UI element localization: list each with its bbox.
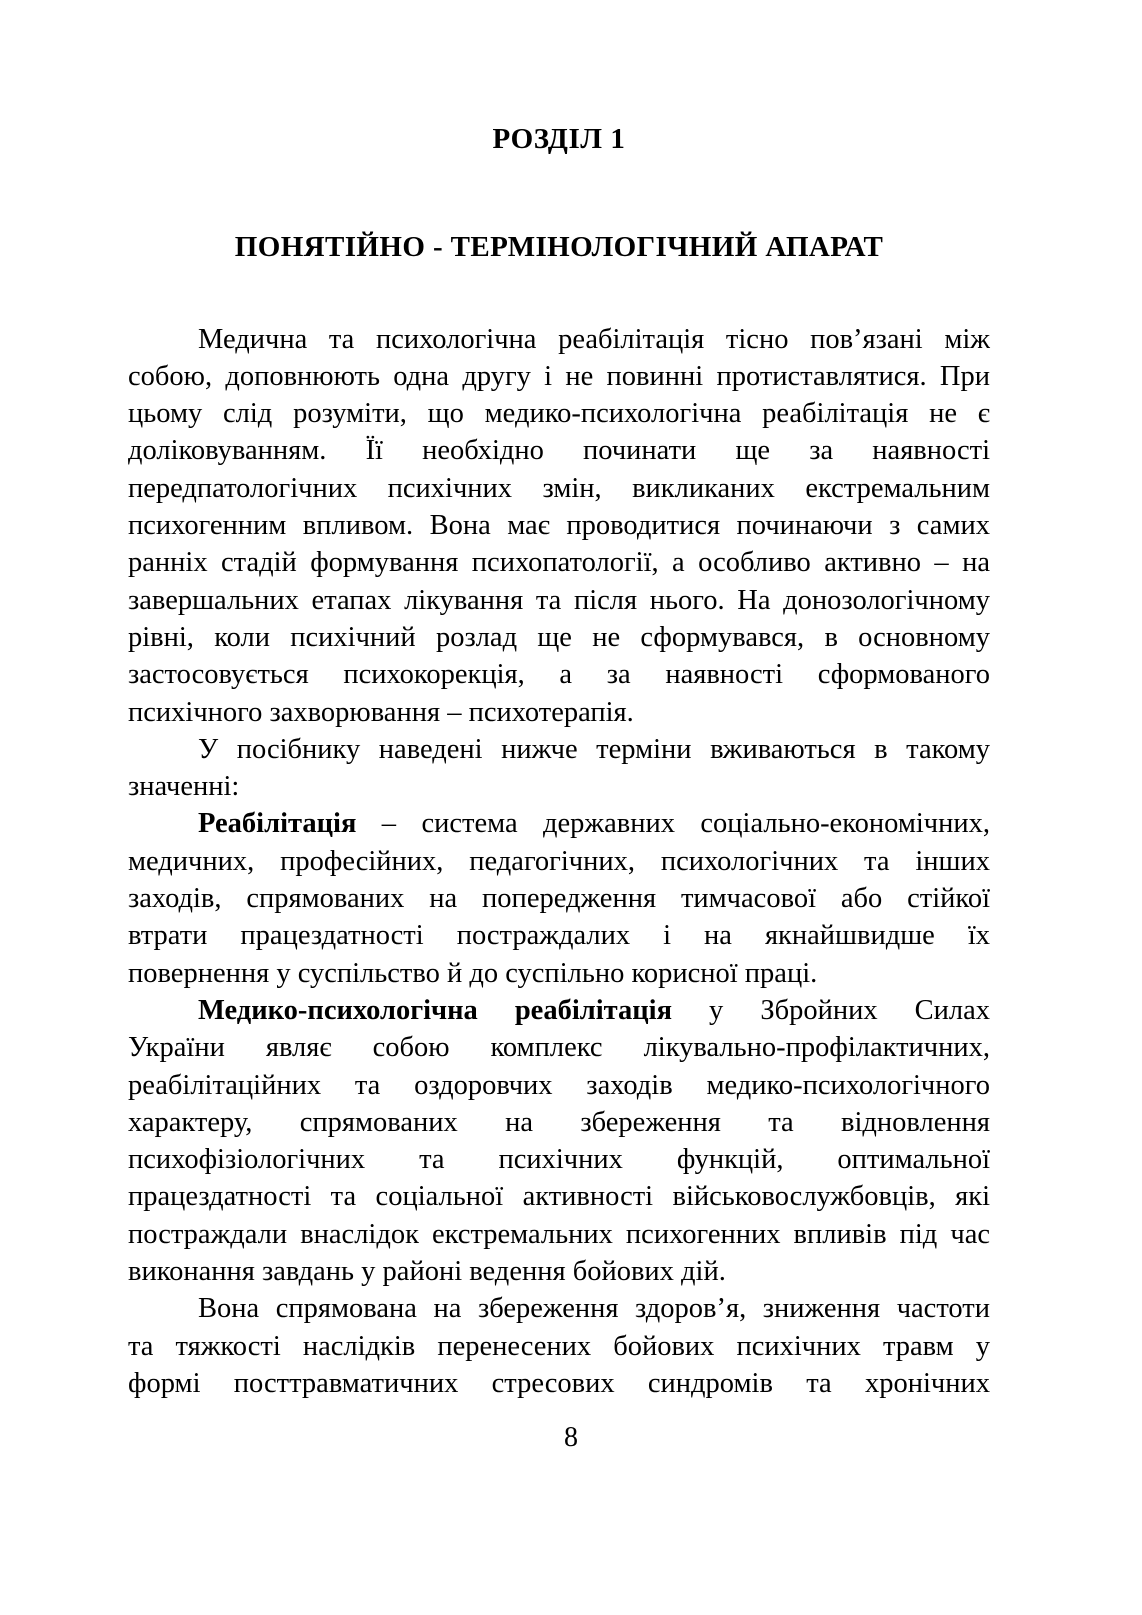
text-line: постраждали внаслідок екстремальних психогенних впливів під час: [128, 1218, 990, 1250]
chapter-title: РОЗДІЛ 1: [492, 123, 626, 155]
text-line: виконання завдань у районі ведення бойових дій.: [128, 1256, 726, 1288]
page-number: 8: [564, 1422, 578, 1453]
term-label: Реабілітація: [198, 808, 357, 840]
body-text: [128, 321, 990, 1403]
text-line: У посібнику наведені нижче терміни вживаються в такому: [198, 733, 990, 765]
text-line: значенні:: [128, 771, 240, 803]
text-line: рівні, коли психічний розлад ще не сформувався, в основному: [128, 621, 990, 653]
text-line: [128, 805, 990, 842]
text-line: цьому слід розуміти, що медико-психологічна реабілітація не є: [128, 398, 990, 430]
text-line: працездатності та соціальної активності військовослужбовців, які: [128, 1181, 990, 1213]
text-line: завершальних етапах лікування та після нього. На донозологічному: [128, 584, 990, 616]
chapter-subtitle: ПОНЯТІЙНО - ТЕРМІНОЛОГІЧНИЙ АПАРАТ: [234, 230, 884, 263]
paragraph-2: [128, 731, 990, 806]
text-line: психофізіологічних та психічних функцій, оптимальної: [128, 1144, 990, 1176]
paragraph-5: [128, 1290, 990, 1402]
text-line: повернення у суспільство й до суспільно корисної праці.: [128, 957, 818, 989]
text-line-rest: у Збройних Силах: [672, 994, 991, 1026]
text-line: медичних, професійних, педагогічних, психологічних та інших: [128, 845, 990, 877]
text-line: Медична та психологічна реабілітація тісно пов’язані між: [198, 323, 990, 355]
text-line: характеру, спрямованих на збереження та відновлення: [128, 1106, 990, 1138]
text-line: психічного захворювання – психотерапія.: [128, 696, 634, 728]
paragraph-1: [128, 321, 990, 731]
term-label: Медико-психологічна реабілітація: [198, 994, 673, 1026]
text-line: заходів, спрямованих на попередження тимчасової або стійкої: [128, 883, 990, 915]
text-line: та тяжкості наслідків перенесених бойових психічних травм у: [128, 1330, 990, 1362]
text-line: реабілітаційних та оздоровчих заходів медико-психологічного: [128, 1069, 990, 1101]
text-line: передпатологічних психічних змін, викликаних екстремальним: [128, 472, 990, 504]
text-line: доліковуванням. Її необхідно починати ще за наявності: [128, 435, 990, 467]
text-line-rest: – система державних соціально-економічних,: [356, 808, 990, 840]
text-line: ранніх стадій формування психопатології, а особливо активно – на: [128, 547, 990, 579]
text-line: втрати працездатності постраждалих і на якнайшвидше їх: [128, 920, 990, 952]
text-line: застосовується психокорекція, а за наявності сформованого: [128, 659, 990, 691]
page-content: [128, 0, 990, 1402]
text-line: психогенним впливом. Вона має проводитися починаючи з самих: [128, 510, 990, 542]
text-line: собою, доповнюють одна другу і не повинні протиставлятися. При: [128, 360, 990, 392]
text-line: формі посттравматичних стресових синдромів та хронічних: [128, 1367, 990, 1399]
text-line: України являє собою комплекс лікувально-профілактичних,: [128, 1032, 990, 1064]
text-line: Вона спрямована на збереження здоров’я, зниження частоти: [198, 1293, 990, 1325]
paragraph-4-definition-medical-psychological-rehabilitation: [128, 992, 990, 1290]
paragraph-3-definition-rehabilitation: [128, 805, 990, 991]
text-line: [128, 992, 990, 1029]
